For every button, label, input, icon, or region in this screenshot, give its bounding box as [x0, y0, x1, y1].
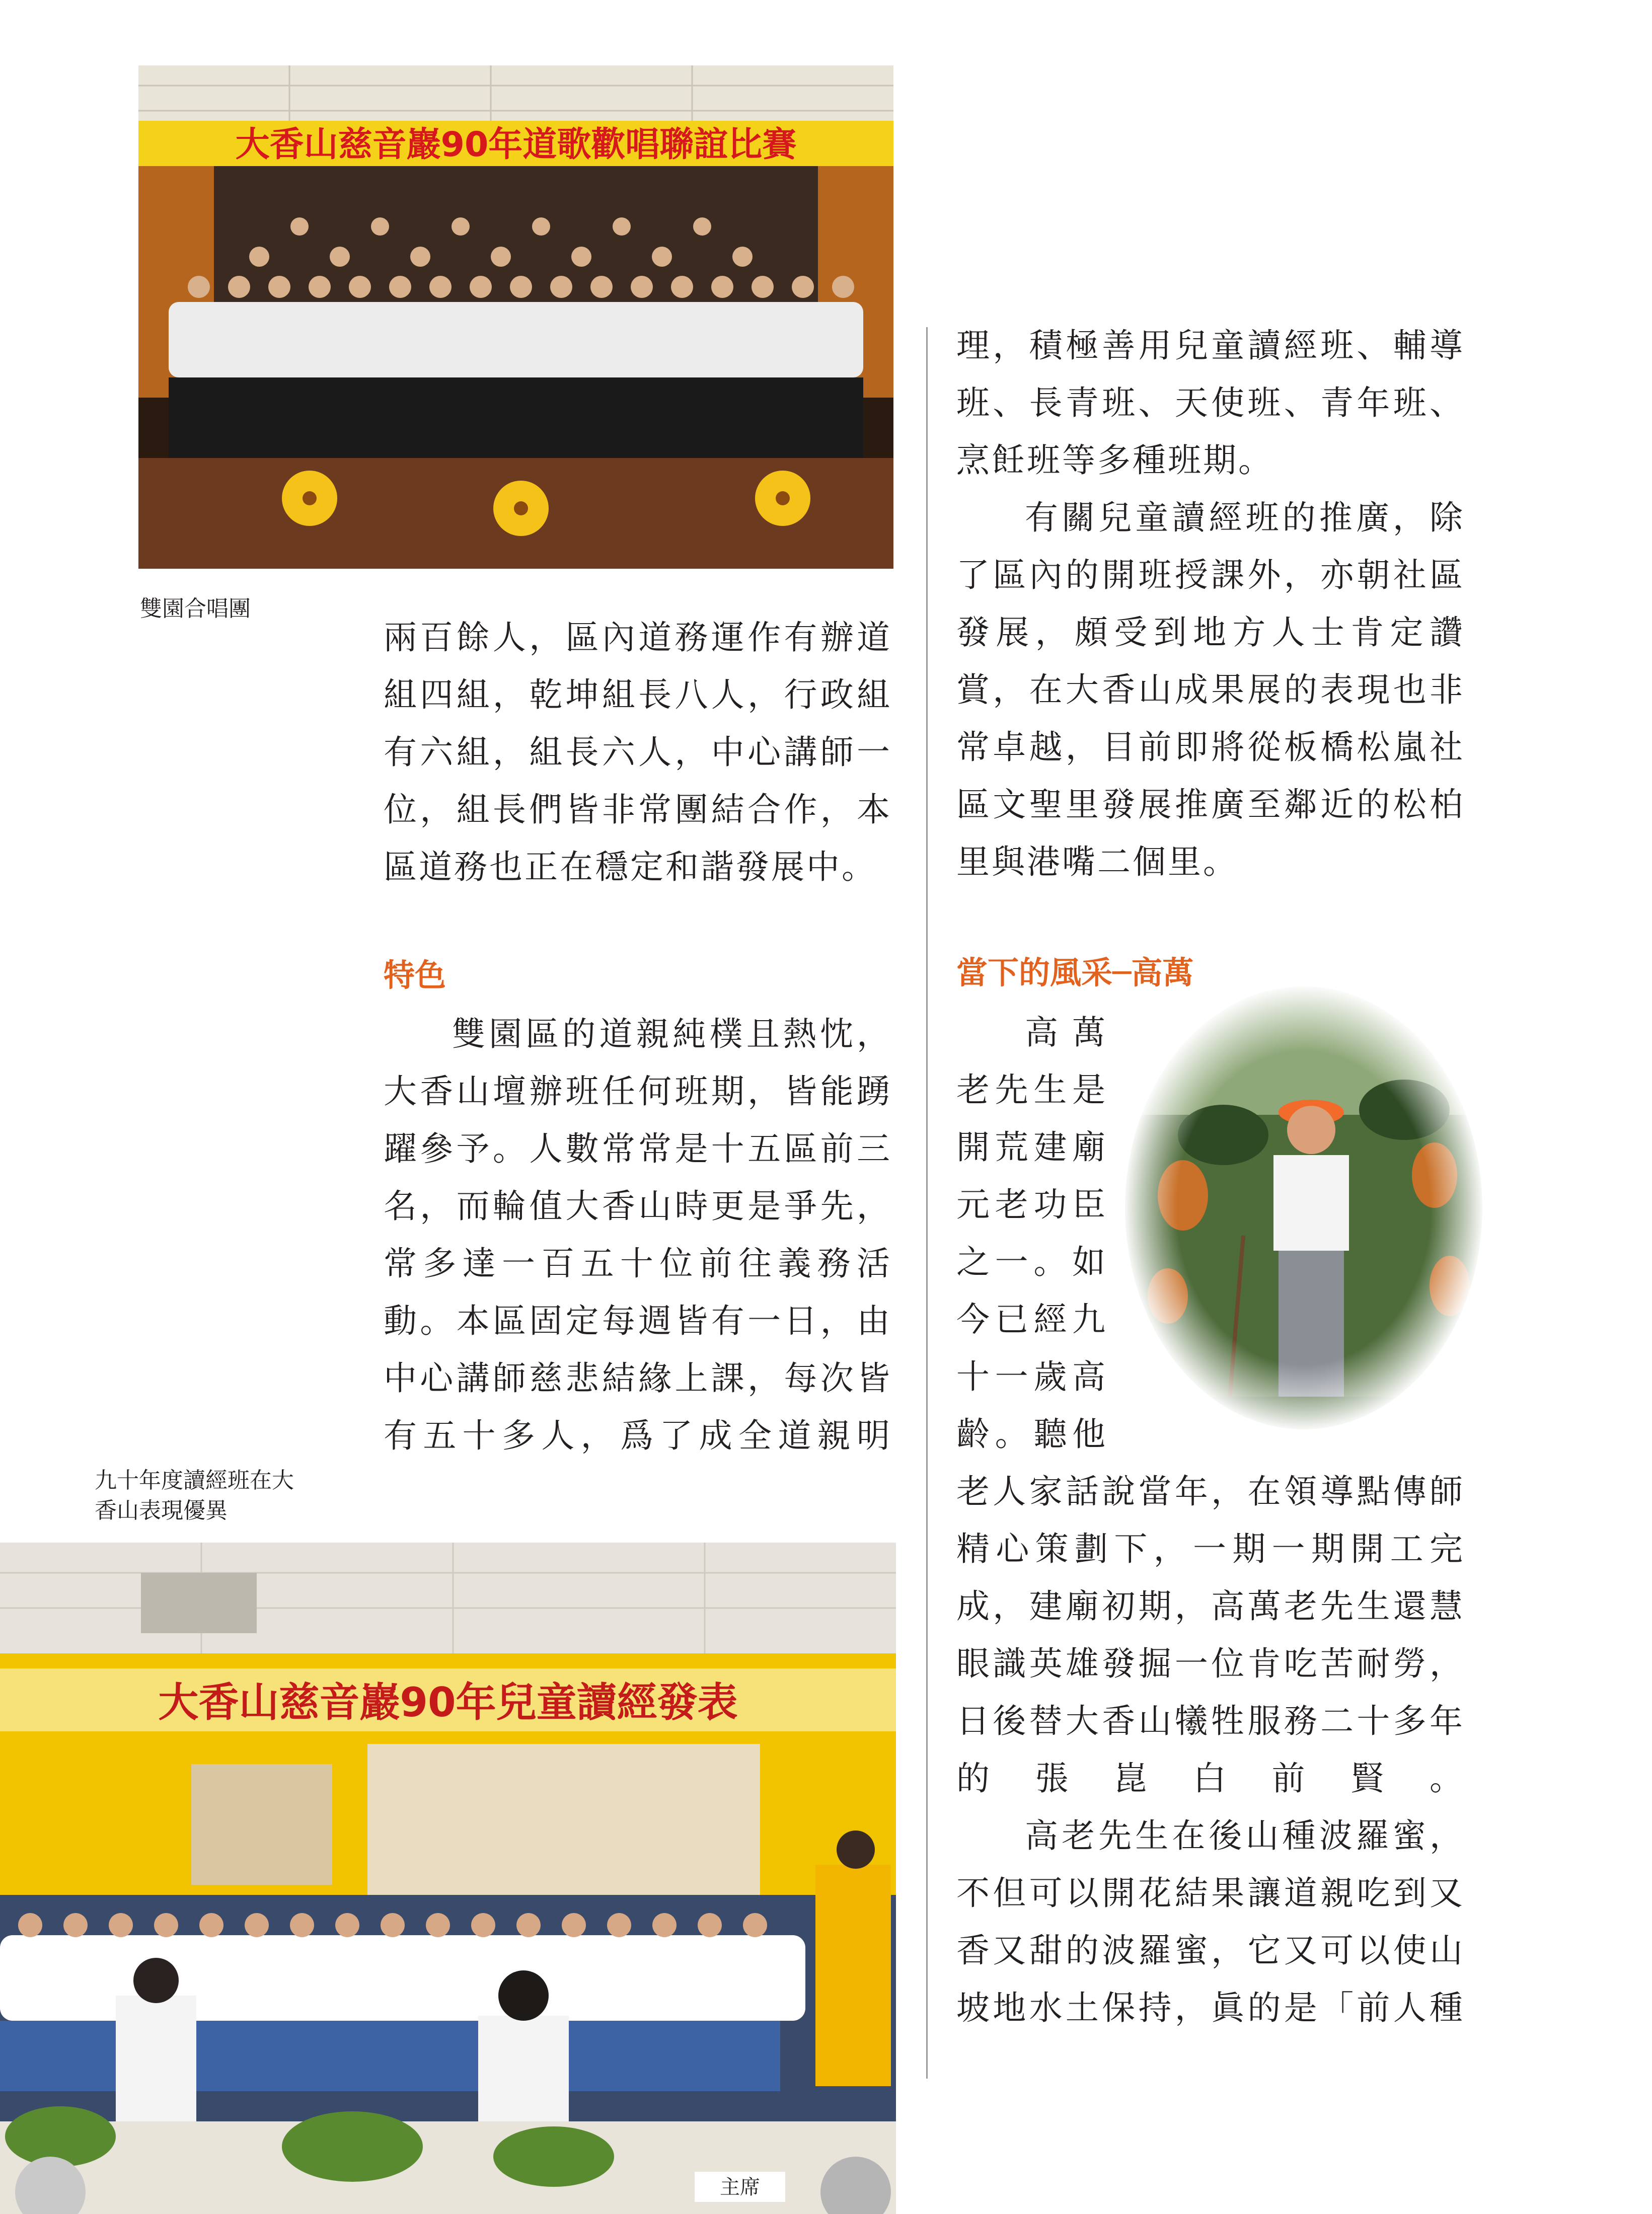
children-banner-text: 大香山慈音巖90年兒童讀經發表	[158, 1679, 738, 1726]
features-paragraph: 雙園區的道親純樸且熱忱，大香山壇辦班任何班期，皆能踴躍參予。人數常常是十五區前三名，而輪值大香山時更是爭先，常多達一百五十位前往義務活動。本區固定每週皆有一日，由中心講師慈悲結緣上課，每次皆有五十多人，爲了成全道親明	[384, 1015, 892, 1455]
intro-paragraph: 兩百餘人，區內道務運作有辦道組四組，乾坤組長八人，行政組有六組，組長六人，中心講師一位，組長們皆非常團結合作，本區道務也正在穩定和諧發展中。	[384, 618, 892, 886]
children-class-photo	[0, 1543, 896, 2214]
left-column	[384, 609, 892, 896]
right-paragraph-4: 高老先生在後山種波羅蜜，不但可以開花結果讓道親吃到又香又甜的波羅蜜，它又可以使山坡地水土保持，眞的是「前人種	[956, 1816, 1465, 2027]
table-sign-text: 主席	[720, 2176, 760, 2199]
elder-heading: 當下的風采─高萬	[956, 954, 1194, 991]
right-column-top	[956, 317, 1465, 891]
features-section	[384, 1006, 892, 1465]
column-divider	[926, 327, 928, 2079]
features-heading: 特色	[384, 957, 446, 994]
right-column-bottom	[956, 1004, 1465, 2037]
right-paragraph-1: 理，積極善用兒童讀經班、輔導班、長青班、天使班、青年班、烹飪班等多種班期。	[956, 326, 1465, 480]
right-paragraph-3: 高萬老先生是開荒建廟元老功臣之一。如今已經九十一歲高齡。聽他老人家話說當年，在領導點傳師精心策劃下，一期一期開工完成，建廟初期，高萬老先生還慧眼識英雄發掘一位肯吃苦耐勞，日後替大香山犧牲服務二十多年的張崑白前賢。	[956, 1013, 1465, 1798]
right-paragraph-2: 有關兒童讀經班的推廣，除了區內的開班授課外，亦朝社區發展，頗受到地方人士肯定讚賞，在大香山成果展的表現也非常卓越，目前即將從板橋松嵐社區文聖里發展推廣至鄰近的松柏里與港嘴二個里。	[956, 498, 1465, 881]
elder-photo	[1122, 984, 1485, 1432]
choir-banner-text: 大香山慈音巖90年道歌歡唱聯誼比賽	[235, 125, 797, 165]
choir-photo	[138, 65, 893, 569]
children-photo-caption-line2: 香山表現優異	[95, 1498, 228, 1523]
choir-photo-caption: 雙園合唱團	[140, 596, 251, 622]
children-photo-caption-line1: 九十年度讀經班在大	[95, 1468, 294, 1493]
